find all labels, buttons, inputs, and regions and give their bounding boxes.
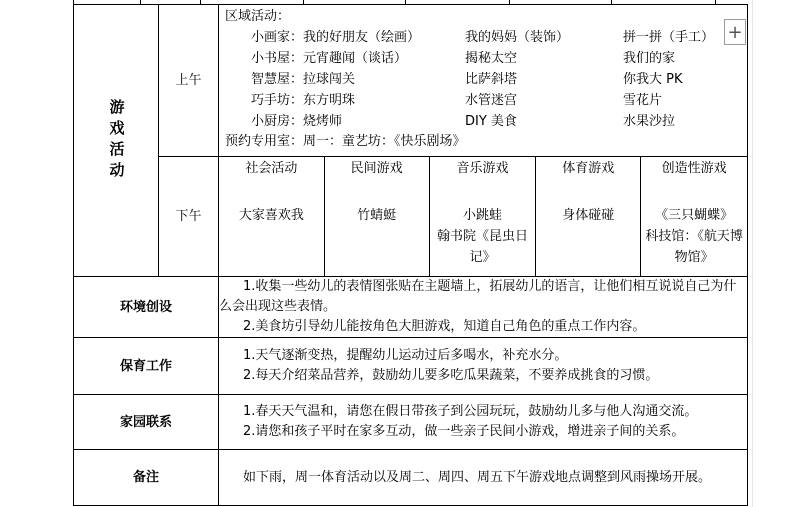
morning-label: 上午 — [159, 5, 219, 157]
area-item: 雪花片 — [623, 93, 663, 108]
remarks-label: 备注 — [74, 450, 219, 506]
afternoon-game-content: 小跳蛙 翰书院《昆虫日记》 — [436, 208, 528, 265]
content-line: 1.春天天气温和，请您在假日带孩子到公园玩玩，鼓励幼儿多与他人沟通交流。 — [243, 404, 698, 419]
afternoon-game-cell — [641, 157, 748, 277]
afternoon-game-type: 社会活动 — [245, 161, 298, 176]
game-section-cell — [74, 5, 159, 277]
home-contact-row — [74, 395, 748, 450]
afternoon-game-type: 音乐游戏 — [456, 161, 509, 176]
care-label: 保育工作 — [74, 338, 219, 395]
afternoon-game-type: 创造性游戏 — [661, 161, 727, 176]
afternoon-game-content: 《三只蝴蝶》 科技馆：《航天博物馆》 — [645, 208, 743, 265]
area-item: 小厨房：烧烤师 — [251, 114, 343, 129]
area-item: 智慧屋：拉球闯关 — [251, 72, 356, 87]
add-row-button[interactable] — [724, 19, 746, 45]
afternoon-game-type: 民间游戏 — [350, 161, 403, 176]
content-line: 如下雨，周一体育活动以及周二、周四、周五下午游戏地点调整到风雨操场开展。 — [243, 469, 712, 485]
afternoon-game-cell — [429, 157, 536, 277]
afternoon-game-cell — [324, 157, 429, 277]
afternoon-game-content: 身体碰碰 — [562, 208, 615, 223]
reservation-room: 预约专用室：周一：童艺坊：《快乐剧场》 — [225, 134, 466, 149]
area-item: DIY 美食 — [465, 114, 517, 129]
area-item: 小画家：我的好朋友（绘画） — [251, 30, 421, 45]
environment-row — [74, 277, 748, 338]
afternoon-game-type: 体育游戏 — [562, 161, 615, 176]
area-item: 小书屋：元宵趣闻（谈话） — [251, 51, 408, 66]
content-line: 2.每天介绍菜品营养，鼓励幼儿要多吃瓜果蔬菜，不要养成挑食的习惯。 — [243, 368, 659, 383]
home-contact-content — [219, 395, 748, 450]
weekly-plan-table — [73, 4, 748, 506]
content-line: 1.收集一些幼儿的表情图张贴在主题墙上，拓展幼儿的语言，让他们相互说说自己为什么会出现这些表情。 — [219, 279, 737, 314]
afternoon-game-content: 大家喜欢我 — [238, 208, 304, 223]
area-item: 水果沙拉 — [623, 114, 676, 129]
afternoon-label: 下午 — [159, 157, 219, 277]
remarks-content — [219, 450, 748, 506]
environment-content — [219, 277, 748, 338]
area-item: 我们的家 — [623, 51, 676, 66]
area-activities-grid — [225, 27, 743, 132]
home-contact-label: 家园联系 — [74, 395, 219, 450]
area-activities-cell — [219, 5, 748, 157]
area-item: 比萨斜塔 — [465, 72, 518, 87]
margin-gutter — [752, 0, 794, 507]
remarks-row — [74, 450, 748, 506]
care-row — [74, 338, 748, 395]
content-line: 1.天气逐渐变热，提醒幼儿运动过后多喝水，补充水分。 — [243, 348, 568, 363]
area-item: 揭秘太空 — [465, 51, 518, 66]
area-item: 巧手坊：东方明珠 — [251, 93, 356, 108]
plus-icon: + — [727, 21, 743, 43]
environment-label: 环境创设 — [74, 277, 219, 338]
area-item: 水管迷宫 — [465, 93, 518, 108]
game-section-label: 游戏活动 — [107, 98, 126, 183]
area-activities-title: 区域活动： — [225, 9, 291, 24]
area-item: 拼一拼（手工） — [623, 30, 715, 45]
game-morning-row — [74, 5, 748, 157]
afternoon-game-content: 竹蜻蜓 — [357, 208, 397, 223]
area-item: 你我大 PK — [623, 72, 683, 87]
afternoon-game-cell — [536, 157, 641, 277]
content-line: 2.请您和孩子平时在家多互动，做一些亲子民间小游戏，增进亲子间的关系。 — [243, 424, 685, 439]
content-line: 2.美食坊引导幼儿能按角色大胆游戏，知道自己角色的重点工作内容。 — [243, 319, 646, 334]
area-item: 我的妈妈（装饰） — [465, 30, 570, 45]
game-afternoon-row — [74, 157, 748, 277]
afternoon-game-cell — [219, 157, 325, 277]
care-content — [219, 338, 748, 395]
